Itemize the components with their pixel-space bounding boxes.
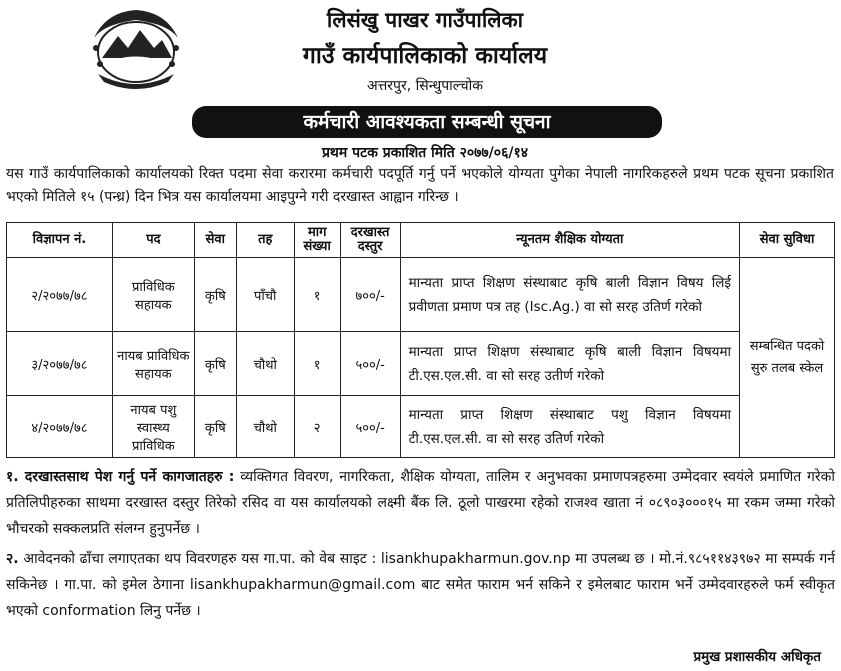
application-fee: ५००/- <box>340 396 400 458</box>
office-name: गाउँ कार्यपालिकाको कार्यालय <box>302 43 548 69</box>
note-1-text: व्यक्तिगत विवरण, नागरिकता, शैक्षिक योग्यता, तालिम र अनुभवका प्रमाणपत्रहरुमा उम्मेदवार स्वयंले प्रमाणित गरेको प्रतिलिपीहरुका साथमा दरखास्त दस्तुर तिरेको रसिद वा यस कार्यालयको लक्ष्मी बैंक लि. ठूलो पाखरमा रहेको राजश्व खाता नं ०८९०३०००१५ मा रकम जम्मा गरेको भौचरको सक्कलप्रति संलग्न हुनुपर्नेछ । <box>6 469 836 537</box>
post-name: प्राविधिक सहायक <box>112 258 194 332</box>
note-2 <box>6 546 835 624</box>
level: चौथो <box>236 396 294 458</box>
col-header: तह <box>236 223 294 258</box>
application-fee: ५००/- <box>340 332 400 396</box>
col-header: दरखास्त दस्तुर <box>340 223 400 258</box>
signatory-title: प्रमुख प्रशासकीय अधिकृत <box>693 649 821 665</box>
col-header: माग संख्या <box>294 223 340 258</box>
table-row <box>7 258 835 332</box>
application-fee: ७००/- <box>340 258 400 332</box>
demand-count: १ <box>294 258 340 332</box>
service: कृषि <box>194 396 236 458</box>
ad-number: ४/२०७७/७८ <box>7 396 113 458</box>
notes-section <box>6 464 835 628</box>
published-date: प्रथम पटक प्रकाशित मिति २०७७/०६/१४ <box>321 145 529 161</box>
col-header: सेवा सुविधा <box>740 223 835 258</box>
service: कृषि <box>194 332 236 396</box>
qualification: मान्यता प्राप्त शिक्षण संस्थाबाट कृषि बाली विज्ञान विषयमा टी.एस.एल.सी. वा सो सरह उतीर्ण गरेको <box>400 332 739 396</box>
table-header-row <box>7 223 835 258</box>
notice-title: कर्मचारी आवश्यकता सम्बन्धी सूचना <box>192 106 662 138</box>
vacancy-table <box>6 222 835 458</box>
ad-number: ३/२०७७/७८ <box>7 332 113 396</box>
note-1 <box>6 464 835 542</box>
note-1-label: १. दरखास्तसाथ पेश गर्नु पर्ने कागजातहरु : <box>6 469 235 485</box>
government-emblem-icon <box>88 8 184 90</box>
table-row <box>7 332 835 396</box>
post-name: नायब प्राविधिक सहायक <box>112 332 194 396</box>
demand-count: २ <box>294 396 340 458</box>
intro-paragraph: यस गाउँ कार्यपालिकाको कार्यालयको रिक्त पदमा सेवा करारमा कर्मचारी पदपूर्ति गर्नु पर्ने भएकोले योग्यता पुगेका नेपाली नागरिकहरुले प्रथम पटक सूचना प्रकाशित भएको मितिले १५ (पन्ध्र) दिन भित्र यस कार्यालयमा आइपुग्ने गरी दरखास्त आह्वान गरिन्छ । <box>6 166 834 205</box>
col-header: विज्ञापन नं. <box>7 223 113 258</box>
office-address: अत्तरपुर, सिन्धुपाल्चोक <box>366 78 484 94</box>
post-name: नायब पशु स्वास्थ्य प्राविधिक <box>112 396 194 458</box>
col-header: न्यूनतम शैक्षिक योग्यता <box>400 223 739 258</box>
level: पाँचौ <box>236 258 294 332</box>
service: कृषि <box>194 258 236 332</box>
note-2-text: आवेदनको ढाँचा लगाएतका थप विवरणहरु यस गा.पा. को वेब साइट : lisankhupakharmun.gov.np मा उपलब्ध छ । मो.नं.९८५११४३९७२ मा सम्पर्क गर्न सकिनेछ । गा.पा. को इमेल ठेगाना lisankhupakharmun@gmail.com बाट समेत फाराम भर्न सकिने र इमेलबाट फाराम भर्ने उम्मेदवारहरुले फर्म स्वीकृत भएको conformation लिनु पर्नेछ । <box>6 551 835 619</box>
note-2-label: २. <box>6 551 19 567</box>
col-header: सेवा <box>194 223 236 258</box>
municipality-name: लिसंखु पाखर गाउँपालिका <box>326 8 524 32</box>
ad-number: २/२०७७/७८ <box>7 258 113 332</box>
qualification: मान्यता प्राप्त शिक्षण संस्थाबाट पशु विज्ञान विषयमा टी.एस.एल.सी. वा सो सरह उतिर्ण गरेको <box>400 396 739 458</box>
col-header: पद <box>112 223 194 258</box>
demand-count: १ <box>294 332 340 396</box>
level: चौथो <box>236 332 294 396</box>
table-row <box>7 396 835 458</box>
qualification: मान्यता प्राप्त शिक्षण संस्थाबाट कृषि बाली विज्ञान विषय लिई प्रवीणता प्रमाण पत्र तह (Isc.Ag.) वा सो सरह उतिर्ण गरेको <box>400 258 739 332</box>
service-benefit: सम्बन्धित पदको सुरु तलब स्केल <box>740 258 835 458</box>
